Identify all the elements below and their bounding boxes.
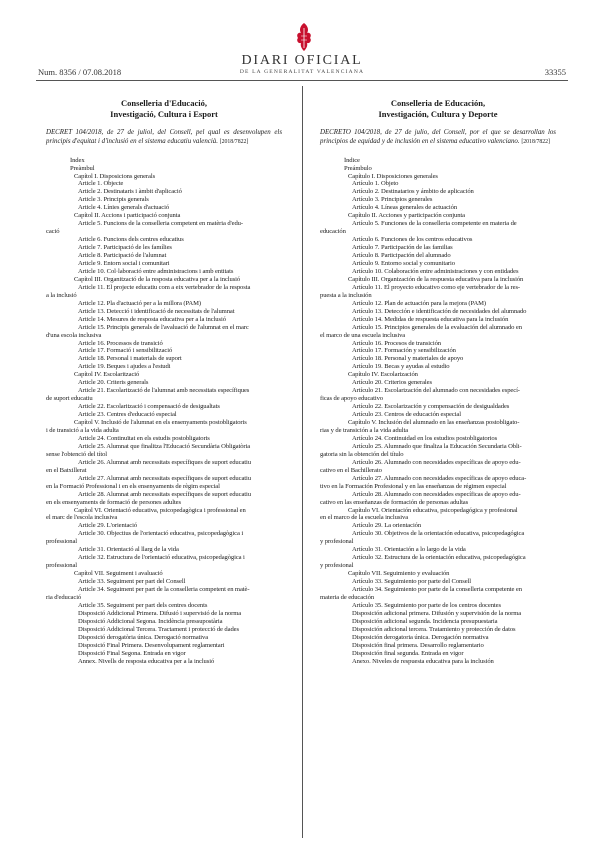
toc-entry: Article 21. Escolarització de l'alumnat amb necessitats específiques	[78, 387, 250, 395]
toc-entry: Article 15. Principis generals de l'avaluació de l'alumnat en el marc	[78, 323, 249, 331]
toc-entry: Artículo 17. Formación y sensibilización	[352, 347, 456, 355]
toc-entry: Disposició Final Segona. Entrada en vigor	[78, 649, 186, 657]
toc-entry: Article 4. Línies generals d'actuació	[78, 204, 170, 212]
toc-entry: Annex. Nivells de resposta educativa per a la inclusió	[78, 657, 215, 665]
table-of-contents	[320, 157, 556, 666]
toc-entry: ficas de apoyo educativo	[320, 395, 383, 403]
toc-entry: Capítol VI. Orientació educativa, psicopedagògica i professional en	[74, 506, 246, 514]
toc-entry: Capítol II. Accions i participació conjunta	[74, 212, 181, 220]
toc-entry: Capítulo III. Organización de la respuesta educativa para la inclusión	[348, 275, 524, 283]
toc-entry: Article 29. L'orientació	[78, 522, 138, 530]
toc-entry: Article 33. Seguiment per part del Consell	[78, 578, 186, 586]
toc-entry: el marc de l'escola inclusiva	[46, 514, 118, 522]
toc-entry: el marco de una escuela inclusiva	[320, 331, 406, 339]
toc-entry: Disposición derogatoria única. Derogación normativa	[352, 633, 489, 641]
toc-entry: Article 27. Alumnat amb necessitats específiques de suport educatiu	[78, 474, 251, 482]
toc-entry: Artículo 12. Plan de actuación para la mejora (PAM)	[352, 299, 486, 307]
toc-entry: Capítulo VI. Orientación educativa, psicopedagógica y profesional	[348, 506, 518, 514]
toc-entry: Artículo 2. Destinatarios y ámbito de aplicación	[352, 188, 474, 196]
toc-entry: Disposición adicional primera. Difusión y supervisión de la norma	[352, 609, 522, 617]
toc-entry: Artículo 9. Entorno social y comunitario	[352, 259, 455, 267]
publication-subtitle: DE LA GENERALITAT VALENCIANA	[239, 69, 365, 75]
toc-entry: Artículo 15. Principios generales de la evaluación del alumnado en	[352, 323, 522, 331]
toc-entry: Artículo 7. Participación de las familias	[352, 244, 453, 252]
toc-entry: Índice	[344, 156, 360, 164]
toc-entry: Artículo 25. Alumnado que finaliza la Educación Secundaria Obli-	[352, 442, 522, 450]
toc-entry: Artículo 8. Participación del alumnado	[352, 252, 451, 260]
toc-entry: Disposició derogatòria única. Derogació normativa	[78, 633, 209, 641]
toc-entry: Artículo 32. Estructura de la orientación educativa, psicopedagógica	[352, 554, 526, 562]
toc-entry: ria d'educació	[46, 594, 82, 602]
toc-entry: Artículo 3. Principios generales	[352, 196, 433, 204]
toc-entry: Capítulo IV. Escolarización	[348, 371, 418, 379]
toc-entry: Article 30. Objectius de l'orientació educativa, psicopedagògica i	[78, 530, 244, 538]
toc-entry: en el marco de la escuela inclusiva	[320, 514, 409, 522]
toc-entry: puesta a la inclusión	[320, 291, 372, 299]
toc-entry: Artículo 23. Centros de educación especial	[352, 411, 461, 419]
toc-entry: Capítulo V. Inclusión del alumnado en las enseñanzas postobligato-	[348, 419, 520, 427]
toc-entry: Article 26. Alumnat amb necessitats específiques de suport educatiu	[78, 458, 251, 466]
toc-entry: professional	[46, 562, 78, 570]
toc-entry: Article 13. Detecció i identificació de necessitats de l'alumnat	[78, 307, 235, 315]
toc-entry: Artículo 13. Detección e identificación de necesidades del alumnado	[352, 307, 527, 315]
toc-entry: Disposició Final Primera. Desenvolupament reglamentari	[78, 641, 225, 649]
toc-entry: Article 20. Criteris generals	[78, 379, 149, 387]
toc-entry: Artículo 28. Alumnado con necesidades específicas de apoyo edu-	[352, 490, 521, 498]
toc-entry: rias y de transición a la vida adulta	[320, 427, 409, 434]
toc-entry: Índex	[70, 156, 85, 164]
toc-entry: Article 19. Beques i ajudes a l'estudi	[78, 363, 171, 371]
toc-entry: i de transició a la vida adulta	[46, 427, 119, 434]
toc-entry: Article 12. Pla d'actuació per a la millora (PAM)	[78, 299, 201, 307]
valencian-column	[46, 98, 282, 666]
toc-entry: educación	[320, 228, 346, 236]
toc-entry: Artículo 5. Funciones de la conselleria competente en materia de	[352, 220, 517, 228]
toc-entry: Artículo 16. Procesos de transición	[352, 339, 441, 347]
toc-entry: Artículo 20. Criterios generales	[352, 379, 432, 387]
department-line: Conselleria d'Educació,	[121, 98, 207, 108]
toc-entry: Article 6. Funcions dels centres educatius	[78, 236, 184, 244]
toc-entry: Artículo 21. Escolarización del alumnado con necesidades especí-	[352, 387, 520, 395]
toc-entry: Article 18. Personal i materials de suport	[78, 355, 182, 363]
decree-title	[46, 129, 282, 147]
toc-entry: Article 2. Destinataris i àmbit d'aplicació	[78, 188, 182, 196]
toc-entry: Capítol V. Inclusió de l'alumnat en els ensenyaments postobligatoris	[74, 419, 247, 427]
toc-entry: en els ensenyaments de formació de persones adultes	[46, 498, 181, 506]
toc-entry: Article 9. Entorn social i comunitari	[78, 259, 170, 267]
toc-entry: Preámbulo	[344, 164, 372, 172]
toc-entry: y profesional	[320, 538, 354, 546]
department-heading	[320, 98, 556, 120]
toc-entry: Artículo 1. Objeto	[352, 180, 399, 188]
toc-entry: Capítol III. Organització de la resposta educativa per a la inclusió	[74, 275, 241, 283]
toc-entry: cativo en las enseñanzas de formación de personas adultas	[320, 498, 469, 506]
toc-entry: Artículo 34. Seguimiento por parte de la conselleria competente en	[352, 586, 522, 594]
decree-reference: [2018/7822]	[521, 138, 550, 145]
generalitat-emblem-icon	[295, 22, 313, 52]
decree-text: DECRETO 104/2018, de 27 de julio, del Consell, por el que se desarrollan los principios de equidad y de inclusión en el sistema educativo valenciano.	[320, 129, 556, 145]
publication-title: DIARI OFICIAL	[241, 53, 363, 68]
toc-entry: Capítol I. Disposicions generals	[74, 172, 156, 180]
toc-entry: Artículo 14. Medidas de respuesta educativa para la inclusión	[352, 315, 509, 323]
toc-entry: Article 16. Processos de transició	[78, 339, 163, 347]
column-divider	[302, 86, 303, 838]
toc-entry: en el Batxillerat	[46, 466, 87, 474]
toc-entry: Artículo 35. Seguimiento por parte de los centros docentes	[352, 601, 501, 609]
toc-entry: Capítulo I. Disposiciones generales	[348, 172, 438, 180]
toc-entry: d'una escola inclusiva	[46, 331, 102, 339]
toc-entry: cació	[46, 228, 60, 236]
toc-entry: Artículo 33. Seguimiento por parte del Consell	[352, 578, 472, 586]
table-of-contents	[46, 157, 282, 666]
toc-entry: Article 31. Orientació al llarg de la vida	[78, 546, 179, 554]
header-rule	[36, 80, 568, 81]
decree-reference: [2018/7822]	[219, 138, 249, 145]
department-heading	[46, 98, 282, 120]
toc-entry: Artículo 30. Objetivos de la orientación educativa, psicopedagógica	[352, 530, 525, 538]
toc-entry: tivo en la Formación Profesional y en las enseñanzas de régimen especial	[320, 482, 507, 490]
toc-entry: Artículo 24. Continuidad en los estudios postobligatorios	[352, 434, 498, 442]
toc-entry: Artículo 18. Personal y materiales de apoyo	[352, 355, 464, 363]
toc-entry: Artículo 22. Escolarización y compensación de desigualdades	[352, 403, 510, 411]
decree-title	[320, 129, 556, 147]
toc-entry: Article 22. Escolarització i compensació de desigualtats	[78, 403, 220, 411]
toc-entry: Article 5. Funcions de la conselleria competent en matèria d'edu-	[78, 220, 243, 228]
toc-entry: Article 11. El projecte educatiu com a eix vertebrador de la resposta	[78, 283, 251, 291]
toc-entry: Article 32. Estructura de l'orientació educativa, psicopedagògica i	[78, 554, 245, 562]
publication-logo	[234, 22, 370, 76]
toc-entry: Artículo 6. Funciones de los centros educativos	[352, 236, 473, 244]
toc-entry: Article 25. Alumnat que finalitza l'Educació Secundària Obligatòria	[78, 442, 251, 450]
toc-entry: Article 28. Alumnat amb necessitats específiques de suport educatiu	[78, 490, 251, 498]
toc-entry: Artículo 27. Alumnado con necesidades específicas de apoyo educa-	[352, 474, 527, 482]
page-number: 33355	[544, 67, 566, 77]
toc-entry: Article 24. Continuïtat en els estudis postobligatoris	[78, 434, 210, 442]
decree-text: DECRET 104/2018, de 27 de juliol, del Consell, pel qual es desenvolupen els principis d'equitat i d'inclusió en el sistema educatiu valencià.	[46, 129, 282, 145]
page-header	[0, 0, 604, 80]
department-line: Conselleria de Educación,	[390, 98, 486, 108]
toc-entry: y profesional	[320, 562, 354, 570]
toc-entry: Disposició Addicional Primera. Difusió i supervisió de la norma	[78, 609, 242, 617]
toc-entry: Artículo 11. El proyecto educativo como eje vertebrador de la res-	[352, 283, 521, 291]
toc-entry: cativo en el Bachillerato	[320, 466, 382, 474]
toc-entry: Article 1. Objecte	[78, 180, 124, 188]
toc-entry: Article 35. Seguiment per part dels centres docents	[78, 601, 208, 609]
issue-number: Num. 8356 / 07.08.2018	[38, 67, 122, 77]
department-line: Investigación, Cultura y Deporte	[378, 109, 498, 119]
toc-entry: Capítol IV. Escolarització	[74, 371, 140, 379]
spanish-column	[320, 98, 556, 666]
toc-entry: Article 10. Col·laboració entre administracions i amb entitats	[78, 267, 234, 275]
toc-entry: Capítol VII. Seguiment i avaluació	[74, 570, 163, 578]
toc-entry: Artículo 10. Colaboración entre administraciones y con entidades	[352, 267, 519, 275]
toc-entry: materia de educación	[320, 594, 375, 602]
toc-entry: Article 17. Formació i sensibilització	[78, 347, 173, 355]
toc-entry: de suport educatiu	[46, 395, 93, 403]
toc-entry: Article 34. Seguiment per part de la conselleria competent en matè-	[78, 586, 250, 594]
toc-entry: Disposición adicional tercera. Tratamiento y protección de datos	[352, 625, 516, 633]
toc-entry: Disposició Addicional Tercera. Tractament i protecció de dades	[78, 625, 239, 633]
toc-entry: Capítulo VII. Seguimiento y evaluación	[348, 570, 450, 578]
toc-entry: Artículo 26. Alumnado con necesidades específicas de apoyo edu-	[352, 458, 521, 466]
toc-entry: Preàmbul	[70, 164, 95, 172]
toc-entry: Anexo. Niveles de respuesta educativa para la inclusión	[352, 657, 494, 665]
toc-entry: Article 8. Participació de l'alumnat	[78, 252, 167, 260]
toc-entry: Article 3. Principis generals	[78, 196, 149, 204]
department-line: Investigació, Cultura i Esport	[110, 109, 218, 119]
toc-entry: professional	[46, 538, 78, 546]
toc-entry: a la inclusió	[46, 291, 77, 299]
toc-entry: Article 7. Participació de les famílies	[78, 244, 172, 252]
toc-entry: Artículo 4. Líneas generales de actuación	[352, 204, 458, 212]
toc-entry: Artículo 19. Becas y ayudas al estudio	[352, 363, 450, 371]
toc-entry: en la Formació Professional i en els ensenyaments de règim especial	[46, 482, 220, 490]
toc-entry: gatoria sin la obtención del título	[320, 450, 404, 458]
toc-entry: Article 23. Centres d'educació especial	[78, 411, 177, 419]
toc-entry: Disposición adicional segunda. Incidencia presupuestaria	[352, 617, 498, 625]
toc-entry: Capítulo II. Acciones y participación conjunta	[348, 212, 465, 220]
toc-entry: Disposició Addicional Segona. Incidència pressupostària	[78, 617, 223, 625]
toc-entry: Disposición final segunda. Entrada en vigor	[352, 649, 464, 657]
toc-entry: Disposición final primera. Desarrollo reglamentario	[352, 641, 484, 649]
toc-entry: Artículo 29. La orientación	[352, 522, 422, 530]
toc-entry: Artículo 31. Orientación a lo largo de la vida	[352, 546, 466, 554]
toc-entry: sense l'obtenció del títol	[46, 450, 108, 458]
toc-entry: Article 14. Mesures de resposta educativa per a la inclusió	[78, 315, 226, 323]
